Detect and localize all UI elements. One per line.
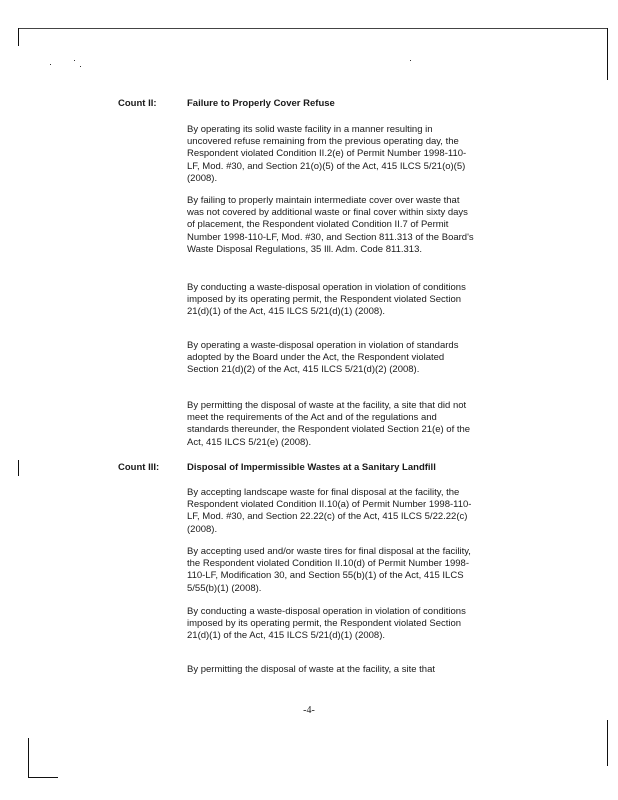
- scan-edge-left-top: [18, 28, 19, 46]
- count-ii-paragraph-4: By operating a waste-disposal operation in violation of standards adopted by the Board under the Act, the Respondent violated Section 21(d)(2) of the Act, 415 ILCS 5/21(d)(2) (2008).: [187, 340, 459, 376]
- scan-speck: [410, 60, 411, 61]
- count-iii-paragraph-4: By permitting the disposal of waste at the facility, a site that: [187, 664, 436, 675]
- count-iii-label: Count III:: [118, 462, 160, 473]
- scan-speck: [74, 60, 75, 61]
- count-ii-paragraph-3: By conducting a waste-disposal operation in violation of conditions imposed by its operating permit, the Respondent violated Section 21(d)(1) of the Act, 415 ILCS 5/21(d)(1) (2008).: [187, 282, 466, 318]
- scan-edge-left-mid: [18, 460, 19, 476]
- count-iii-paragraph-3: By conducting a waste-disposal operation in violation of conditions imposed by its operating permit, the Respondent violated Section 21(d)(1) of the Act, 415 ILCS 5/21(d)(1) (2008).: [187, 606, 466, 642]
- scan-edge-bottom: [28, 777, 58, 778]
- scan-edge-right-top: [607, 28, 608, 80]
- count-iii-paragraph-1: By accepting landscape waste for final disposal at the facility, the Respondent violated Condition II.10(a) of Permit Number 1998-110-LF, Mod. #30, and Section 22.22(c) of the Act, 415 ILCS 5/22.22(c) (2008).: [187, 487, 472, 535]
- count-ii-label: Count II:: [118, 98, 157, 109]
- scan-edge-top: [18, 28, 608, 29]
- count-ii-paragraph-1: By operating its solid waste facility in a manner resulting in uncovered refuse remaining from the previous operating day, the Respondent violated Condition II.2(e) of Permit Number 1998-110-LF, Mod. #30, and Section 21(o)(5) of the Act, 415 ILCS 5/21(o)(5) (2008).: [187, 124, 467, 184]
- count-ii-paragraph-2: By failing to properly maintain intermediate cover over waste that was not covered by additional waste or final cover within sixty days of placement, the Respondent violated Condition II.7 of Permit Number 1998-110-LF, Mod. #30, and Section 811.313 of the Board's Waste Disposal Regulations, 35 Ill. Adm. Code 811.313.: [187, 195, 474, 255]
- count-ii-title: Failure to Properly Cover Refuse: [187, 98, 335, 109]
- count-iii-paragraph-2: By accepting used and/or waste tires for final disposal at the facility, the Respondent violated Condition II.10(d) of Permit Number 1998-110-LF, Modification 30, and Section 55(b)(1) of the Act, 415 ILCS 5/55(b)(1) (2008).: [187, 546, 471, 594]
- count-iii-title: Disposal of Impermissible Wastes at a Sanitary Landfill: [187, 462, 436, 473]
- scan-edge-left-bottom: [28, 738, 29, 778]
- count-ii-paragraph-5: By permitting the disposal of waste at the facility, a site that did not meet the requirements of the Act and of the regulations and standards thereunder, the Respondent violated Section 21(e) of the Act, 415 ILCS 5/21(e) (2008).: [187, 400, 471, 448]
- page-number: -4-: [303, 705, 315, 716]
- scan-speck: [50, 64, 51, 65]
- scan-edge-right-mid: [607, 720, 608, 766]
- scan-speck: [80, 66, 81, 67]
